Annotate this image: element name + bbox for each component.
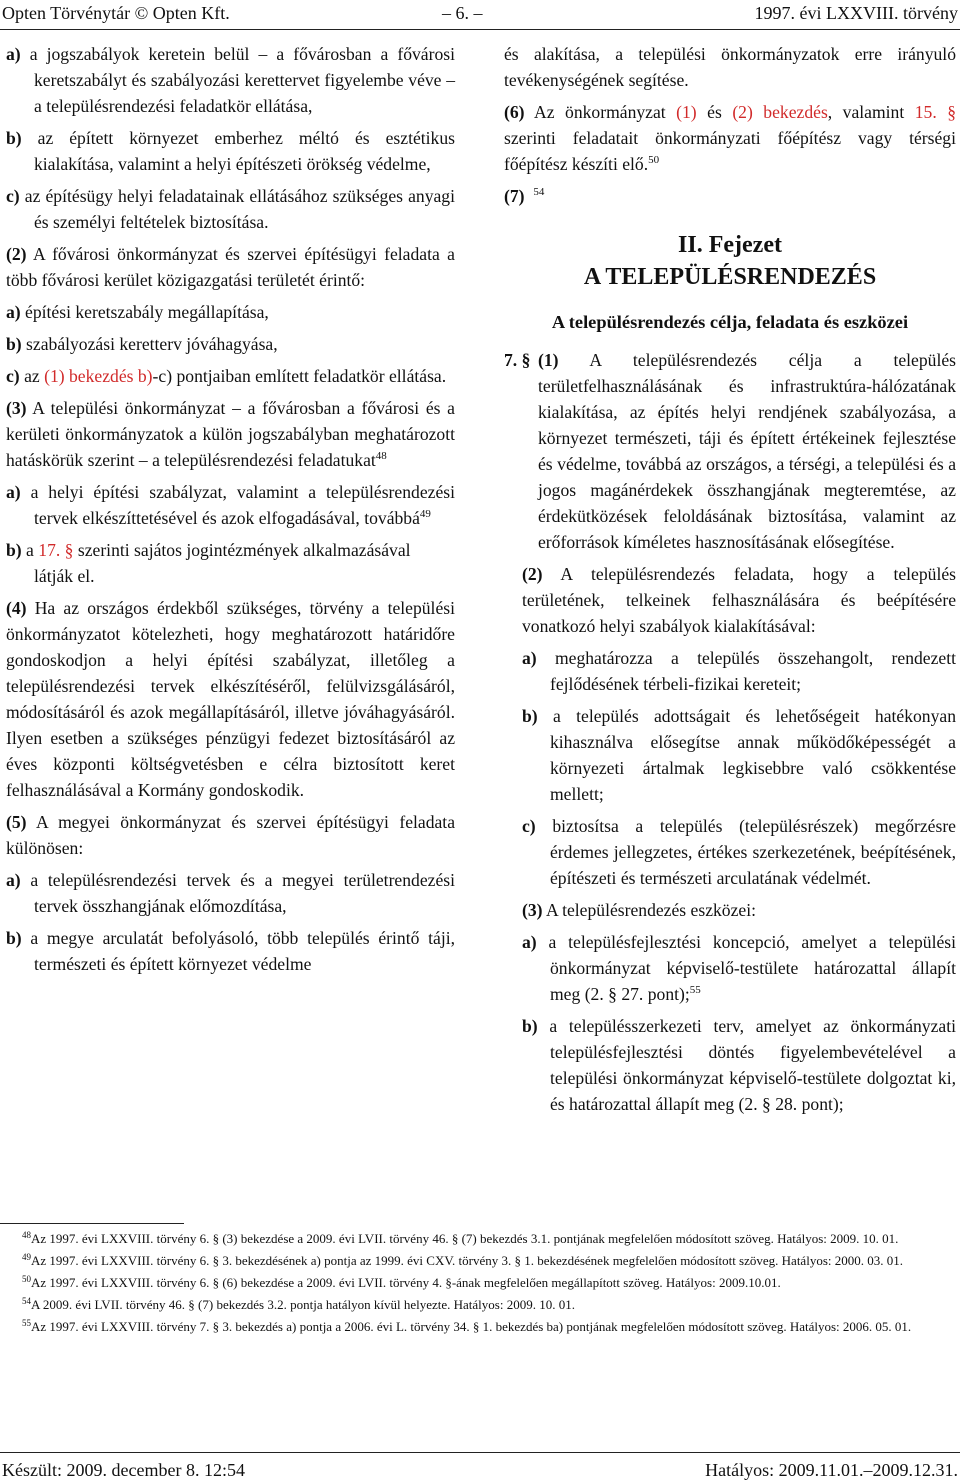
paragraph-3: (3) A települési önkormányzat – a fővárosban a fővárosi és a kerületi önkormányzatok a külön jogszabályban meghatározott hatáskörük szerint – a településrendezési feladatukat$^{48}$ <box>6 398 455 470</box>
footnote-ref-49[interactable]: 49 <box>419 508 431 520</box>
point-7-3a: a) a településfejlesztési koncepció, amelyet a települési önkormányzat képviselő-testülete határozattal állapít meg (2. § 27. pont);$^{55}$ <box>522 932 956 1004</box>
paragraph-2: (2) A fővárosi önkormányzat és szervei építésügyi feladata a több fővárosi kerület közigazgatási területét érintő: <box>6 244 455 290</box>
point-7-2a: a) meghatározza a település összehangolt, rendezett fejlődésének térbeli-fizikai kereteit; <box>522 648 956 694</box>
footnote-54: $^{54}$A 2009. évi LVII. törvény 46. § (7) bekezdés 3.2. pontja hatályon kívül helyezte. Hatályos: 2009. 10. 01. <box>22 1296 575 1312</box>
footnote-55: $^{55}$Az 1997. évi LXXVIII. törvény 7. § 3. bekezdés a) pontja a 2006. évi L. törvény 34. § 1. bekezdés ba) pontjának megfelelően módosított szöveg. Hatályos: 2006. 05. 01. <box>22 1318 912 1334</box>
point-3a: a) a helyi építési szabályzat, valamint a településrendezési tervek elkészíttetésével és azok elfogadásával, továbbá$^{49}$ <box>6 482 455 528</box>
section-7-paragraph-2: (2) A településrendezés feladata, hogy a település területének, telkeinek felhasználására és beépítésére vonatkozó helyi szabályok kialakításával: <box>522 564 956 636</box>
section-7-paragraph-3: (3) A településrendezés eszközei: <box>522 900 756 920</box>
paragraph-7: (7) $^{54}$ <box>504 186 545 206</box>
footnote-50: $^{50}$Az 1997. évi LXXVIII. törvény 6. § (6) bekezdése a 2009. évi LVII. törvény 4. §-ának megfelelően megállapított szöveg. Hatályos: 2009.10.01. <box>22 1274 781 1290</box>
footnote-ref-48[interactable]: 48 <box>375 450 387 462</box>
section-title: A településrendezés célja, feladata és eszközei <box>551 312 909 332</box>
point-1b: b) az épített környezet emberhez méltó és esztétikus kialakítása, valamint a helyi építészeti örökség védelme, <box>6 128 455 174</box>
continued-text: és alakítása, a települési önkormányzatok erre irányuló tevékenységének segítése. <box>504 44 956 90</box>
footnote-ref-54[interactable]: 54 <box>533 186 545 198</box>
header-page-number: – 6. – <box>442 3 483 23</box>
footer-rule <box>0 1452 960 1453</box>
section-7-paragraph-1: 7. § (1) A településrendezés célja a település területfelhasználásának és infrastruktúra-hálózatának kialakítása, az építés helyi rendjének szabályozása, a környezet természeti, táji és épített értékeinek fejlesztése és védelme, továbbá az országos, a térségi, a települési és a jogos magánérdekek összhangjának megteremtése, az érdekütközések feloldásának biztosítása, valamint az erőforrások kíméletes hasznosításának elősegítése. <box>504 347 956 555</box>
footnote-ref-50[interactable]: 50 <box>648 154 660 166</box>
point-7-2b: b) a település adottságait és lehetőségeit hatékonyan kihasználva elősegítse annak működőképességét a környezeti ártalmak legkisebbre való csökkentése mellett; <box>522 706 956 804</box>
point-2a: a) építési keretszabály megállapítása, <box>6 302 269 322</box>
chapter-number: II. Fejezet <box>678 232 782 258</box>
section-number: 7. § <box>504 350 531 370</box>
footnote-ref-55[interactable]: 55 <box>689 984 701 996</box>
point-1a: a) a jogszabályok keretein belül – a fővárosban a fővárosi keretszabályt és szabályozási kerettervet figyelembe véve – a településrendezési feladatkör ellátása, <box>6 44 455 116</box>
point-7-3b: b) a településszerkezeti terv, amelyet az önkormányzati településfejlesztési döntés figyelembevételével a települési önkormányzat képviselő-testülete dolgoztat ki, és határozattal állapít meg (2. § 28. pont); <box>522 1016 956 1114</box>
point-5a: a) a településrendezési tervek és a megyei területrendezési tervek összhangjának előmozdítása, <box>6 870 455 916</box>
header-law-title: 1997. évi LXXVIII. törvény <box>754 3 958 23</box>
point-2c: c) az (1) bekezdés b)-c) pontjaiban említett feladatkör ellátása. <box>6 366 447 386</box>
cross-ref-link[interactable]: (1) <box>676 102 697 122</box>
chapter-title: A TELEPÜLÉSRENDEZÉS <box>583 264 877 290</box>
left-column <box>6 41 455 983</box>
paragraph-3-tail: látják el. <box>34 566 95 586</box>
paragraph-6: (6) Az önkormányzat (1) és (2) bekezdés, valamint 15. § szerinti feladatait önkormányzati főépítész vagy térségi főépítész készíti elő.$^{50}$ <box>504 102 957 174</box>
paragraph-4: (4) Ha az országos érdekből szükséges, törvény a települési önkormányzatot kötelezheti, hogy meghatározott határidőre gondoskodjon a helyi építési szabályzat, illetőleg a településrendezési tervek elkészítéséről, felülvizsgálásáról, módosításáról és azok megállapításáról, illetve jóváhagyásáról. Ilyen esetben a szükséges pénzügyi fedezet biztosításáról az éves központi költségvetésben e célra biztosított keret felhasználásával a Kormány gondoskodik. <box>6 598 455 800</box>
cross-ref-link[interactable]: 15. § <box>914 102 957 122</box>
cross-ref-link[interactable]: (2) bekezdés <box>732 102 828 122</box>
cross-ref-link[interactable]: 17. § <box>38 540 74 560</box>
point-3b: b) a 17. § szerinti sajátos jogintézmények alkalmazásával <box>6 540 411 560</box>
footnote-48: $^{48}$Az 1997. évi LXXVIII. törvény 6. § (3) bekezdése a 2009. évi LVII. törvény 46. § (7) bekezdés 3.1. pontjának megfelelően módosított szöveg. Hatályos: 2009. 10. 01. <box>22 1230 899 1246</box>
point-2b: b) szabályozási keretterv jóváhagyása, <box>6 334 278 354</box>
paragraph-5: (5) A megyei önkormányzat és szervei építésügyi feladata különösen: <box>6 812 455 858</box>
footnote-49: $^{49}$Az 1997. évi LXXVIII. törvény 6. § 3. bekezdésének a) pontja az 1999. évi CXV. törvény 3. § 1. bekezdésének megfelelően módosított szöveg. Hatályos: 2000. 03. 01. <box>22 1252 903 1268</box>
footer-effective: Hatályos: 2009.11.01.–2009.12.31. <box>705 1460 958 1480</box>
footnote-rule <box>0 1223 184 1224</box>
header-publisher: Opten Törvénytár © Opten Kft. <box>2 3 230 23</box>
right-column <box>504 41 956 1123</box>
page-header <box>2 3 958 27</box>
point-5b: b) a megye arculatát befolyásoló, több település érintő táji, természeti és épített környezet védelme <box>6 928 455 974</box>
footer-created: Készült: 2009. december 8. 12:54 <box>2 1460 245 1480</box>
footnotes <box>2 1230 956 1340</box>
point-1c: c) az építésügy helyi feladatainak ellátásához szükséges anyagi és személyi feltételek biztosítása. <box>6 186 455 232</box>
cross-ref-link[interactable]: (1) bekezdés b) <box>44 366 153 386</box>
header-rule <box>0 29 960 30</box>
point-7-2c: c) biztosítsa a település (településrészek) megőrzésre érdemes jellegzetes, értékes szerkezetének, beépítésének, építészeti és természeti arculatának védelmét. <box>522 816 956 888</box>
